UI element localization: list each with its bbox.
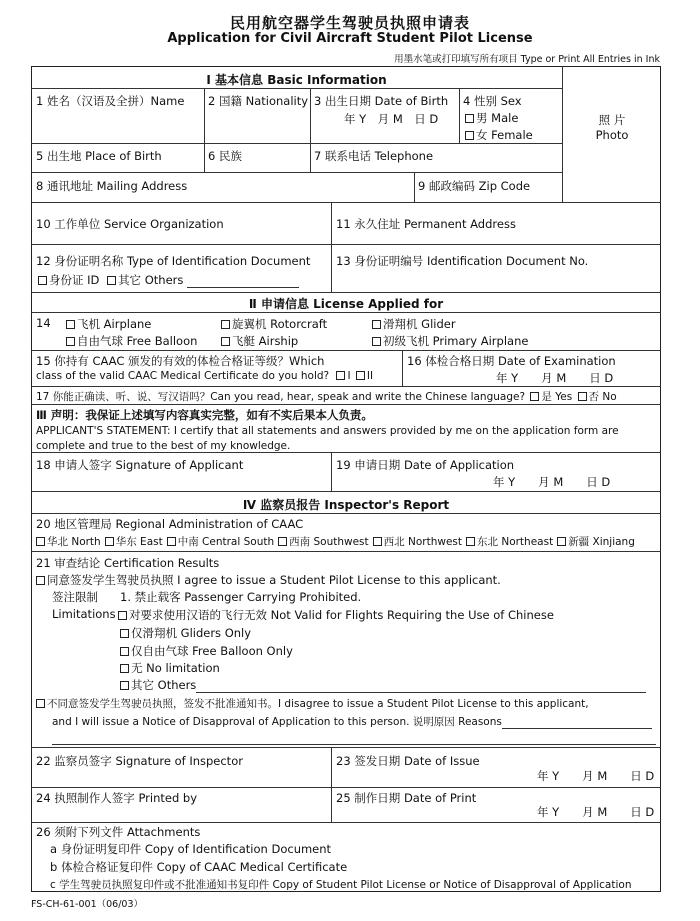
region-option[interactable]: [278, 536, 369, 548]
applicant-statement: APPLICANT'S STATEMENT: I certify that all statements and answers provided by me on the application form are complete and true to the best of my knowledge.: [36, 425, 619, 452]
print-date-format: 年 Y 月 M 日 D: [537, 805, 655, 819]
region-checkbox[interactable]: [278, 537, 287, 546]
issue-date-format: 年 Y 月 M 日 D: [537, 769, 655, 783]
applicant-signature-label: 18 申请人签字 Signature of Applicant: [36, 458, 244, 472]
id-other-blank[interactable]: [187, 276, 299, 288]
region-label: 西北 Northwest: [383, 536, 462, 548]
id-number-label: 13 身份证明编号 Identification Document No.: [336, 254, 589, 268]
application-date-label: 19 申请日期 Date of Application: [336, 458, 515, 472]
region-checkbox[interactable]: [373, 537, 382, 546]
region-options: [36, 534, 639, 549]
medical-class-question-cn: 15 你持有 CAAC 颁发的有效的体检合格证等级？Which: [36, 354, 325, 368]
section-license-heading: Ⅱ 申请信息 License Applied for: [248, 297, 444, 311]
checkbox-airship[interactable]: [221, 337, 230, 346]
birth-date-label: 3 出生日期 Date of Birth: [314, 94, 449, 108]
no-limit-option[interactable]: 无 No limitation: [120, 660, 220, 676]
checkbox-limit-chinese[interactable]: [118, 611, 127, 620]
sex-female-option[interactable]: 女 Female: [465, 127, 533, 143]
application-date-format: 年 Y 月 M 日 D: [493, 475, 611, 489]
photo-label-en: Photo: [595, 128, 629, 142]
chinese-language-question: 17 你能正确读、听、说、写汉语吗？Can you read, hear, speak and write the Chinese language? 是 Yes 否 No: [36, 391, 617, 403]
region-label: 华东 East: [115, 536, 163, 548]
attachment-a: a 身份证明复印件 Copy of Identification Document: [50, 842, 332, 856]
exam-date-label: 16 体检合格日期 Date of Examination: [407, 354, 616, 368]
region-label: 华北 North: [47, 536, 101, 548]
medical-class-question-en: class of the valid CAAC Medical Certificate do you hold? I II: [36, 370, 374, 382]
limit-gliders-option[interactable]: 仅滑翔机 Gliders Only: [120, 625, 251, 641]
checkbox-airplane[interactable]: [66, 320, 75, 329]
checkbox-no-limit[interactable]: [120, 664, 129, 673]
checkbox-class-i[interactable]: [336, 371, 345, 380]
region-option[interactable]: [36, 536, 101, 548]
region-label: 新疆 Xinjiang: [568, 536, 635, 548]
checkbox-female[interactable]: [465, 131, 474, 140]
region-checkbox[interactable]: [167, 537, 176, 546]
option-balloon[interactable]: 自由气球 Free Balloon: [66, 333, 197, 349]
service-org-label: 10 工作单位 Service Organization: [36, 217, 224, 231]
limit-chinese-option[interactable]: 对要求使用汉语的飞行无效 Not Valid for Flights Requiring the Use of Chinese: [118, 607, 554, 623]
region-label: 东北 Northeast: [477, 536, 554, 548]
ethnicity-label: 6 民族: [208, 149, 242, 163]
region-option[interactable]: [466, 536, 553, 548]
checkbox-glider[interactable]: [372, 320, 381, 329]
limit-others-blank[interactable]: [196, 681, 646, 693]
checkbox-no[interactable]: [578, 392, 587, 401]
reason-blank[interactable]: [502, 717, 652, 729]
option-primary-airplane[interactable]: 初级飞机 Primary Airplane: [372, 333, 528, 349]
item-14-label: 14: [36, 316, 51, 330]
checkbox-id-other[interactable]: [107, 276, 116, 285]
region-checkbox[interactable]: [557, 537, 566, 546]
mailing-address-label: 8 通讯地址 Mailing Address: [36, 179, 188, 193]
checkbox-balloon[interactable]: [66, 337, 75, 346]
limit-others-option[interactable]: 其它 Others: [120, 677, 646, 693]
region-checkbox[interactable]: [105, 537, 114, 546]
printed-by-label: 24 执照制作人签字 Printed by: [36, 791, 198, 805]
entry-instruction: 用墨水笔或打印填写所有项目 Type or Print All Entries in Ink: [394, 54, 660, 65]
limitations-label-en: Limitations: [52, 607, 116, 621]
option-airplane[interactable]: 飞机 Airplane: [66, 316, 151, 332]
checkbox-primary-airplane[interactable]: [372, 337, 381, 346]
permanent-address-label: 11 永久住址 Permanent Address: [336, 217, 516, 231]
region-option[interactable]: [557, 536, 635, 548]
option-airship[interactable]: 飞艇 Airship: [221, 333, 298, 349]
checkbox-disagree[interactable]: [36, 699, 45, 708]
name-label: 1 姓名（汉语及全拼）Name: [36, 94, 185, 108]
checkbox-limit-balloon[interactable]: [120, 647, 129, 656]
attachment-c: c 学生驾驶员执照复印件或不批准通知书复印件 Copy of Student Pilot License or Notice of Disapproval of Application: [50, 879, 632, 891]
region-label: 中南 Central South: [177, 536, 275, 548]
agree-option[interactable]: 同意签发学生驾驶员执照 I agree to issue a Student Pilot License to this applicant.: [36, 572, 501, 588]
region-checkbox[interactable]: [36, 537, 45, 546]
form-title-cn: 民用航空器学生驾驶员执照申请表: [229, 14, 470, 32]
declaration-heading: Ⅲ 声明：我保证上述填写内容真实完整，如有不实后果本人负责。: [36, 408, 373, 422]
checkbox-class-ii[interactable]: [356, 371, 365, 380]
section-inspector-heading: Ⅳ 监察员报告 Inspector's Report: [242, 498, 450, 512]
checkbox-id-card[interactable]: [38, 276, 47, 285]
id-type-options[interactable]: 身份证 ID 其它 Others: [38, 272, 299, 288]
disagree-option[interactable]: 不同意签发学生驾驶员执照，签发不批准通知书。I disagree to issue a Student Pilot License to this applicant,: [36, 696, 589, 711]
checkbox-rotorcraft[interactable]: [221, 320, 230, 329]
limitations-label-cn: 签注限制: [52, 590, 98, 604]
sex-male-option[interactable]: 男 Male: [465, 110, 518, 126]
form-code: FS-CH-61-001（06/03）: [31, 899, 143, 910]
region-checkbox[interactable]: [466, 537, 475, 546]
section-basic-info-heading: Ⅰ 基本信息 Basic Information: [206, 73, 387, 87]
checkbox-agree[interactable]: [36, 576, 45, 585]
exam-date-format: 年 Y 月 M 日 D: [496, 371, 614, 385]
checkbox-limit-gliders[interactable]: [120, 629, 129, 638]
region-option[interactable]: [105, 536, 163, 548]
region-option[interactable]: [167, 536, 274, 548]
cert-results-label: 21 审查结论 Certification Results: [36, 556, 220, 570]
nationality-label: 2 国籍 Nationality: [208, 94, 309, 108]
print-date-label: 25 制作日期 Date of Print: [336, 791, 477, 805]
inspector-signature-label: 22 监察员签字 Signature of Inspector: [36, 754, 243, 768]
limitation-1: 1. 禁止载客 Passenger Carrying Prohibited.: [120, 590, 362, 604]
photo-label-cn: 照 片: [598, 113, 626, 127]
option-glider[interactable]: 滑翔机 Glider: [372, 316, 456, 332]
id-type-label: 12 身份证明名称 Type of Identification Document: [36, 254, 311, 268]
attachments-label: 26 须附下列文件 Attachments: [36, 825, 201, 839]
attachment-b: b 体检合格证复印件 Copy of CAAC Medical Certificate: [50, 860, 348, 874]
birthplace-label: 5 出生地 Place of Birth: [36, 149, 162, 163]
checkbox-yes[interactable]: [530, 392, 539, 401]
disapproval-reason: and I will issue a Notice of Disapproval of Application to this person. 说明原因 Reasons: [52, 714, 652, 729]
checkbox-male[interactable]: [465, 114, 474, 123]
checkbox-limit-others[interactable]: [120, 681, 129, 690]
regional-admin-label: 20 地区管理局 Regional Administration of CAAC: [36, 517, 304, 531]
limit-balloon-option[interactable]: 仅自由气球 Free Balloon Only: [120, 643, 293, 659]
region-option[interactable]: [373, 536, 462, 548]
sex-label: 4 性别 Sex: [463, 94, 522, 108]
birth-date-format: 年 Y 月 M 日 D: [344, 112, 439, 126]
zip-code-label: 9 邮政编码 Zip Code: [418, 179, 531, 193]
issue-date-label: 23 签发日期 Date of Issue: [336, 754, 480, 768]
telephone-label: 7 联系电话 Telephone: [314, 149, 434, 163]
option-rotorcraft[interactable]: 旋翼机 Rotorcraft: [221, 316, 327, 332]
region-label: 西南 Southwest: [289, 536, 369, 548]
form-title-en: Application for Civil Aircraft Student Pilot License: [167, 31, 533, 46]
